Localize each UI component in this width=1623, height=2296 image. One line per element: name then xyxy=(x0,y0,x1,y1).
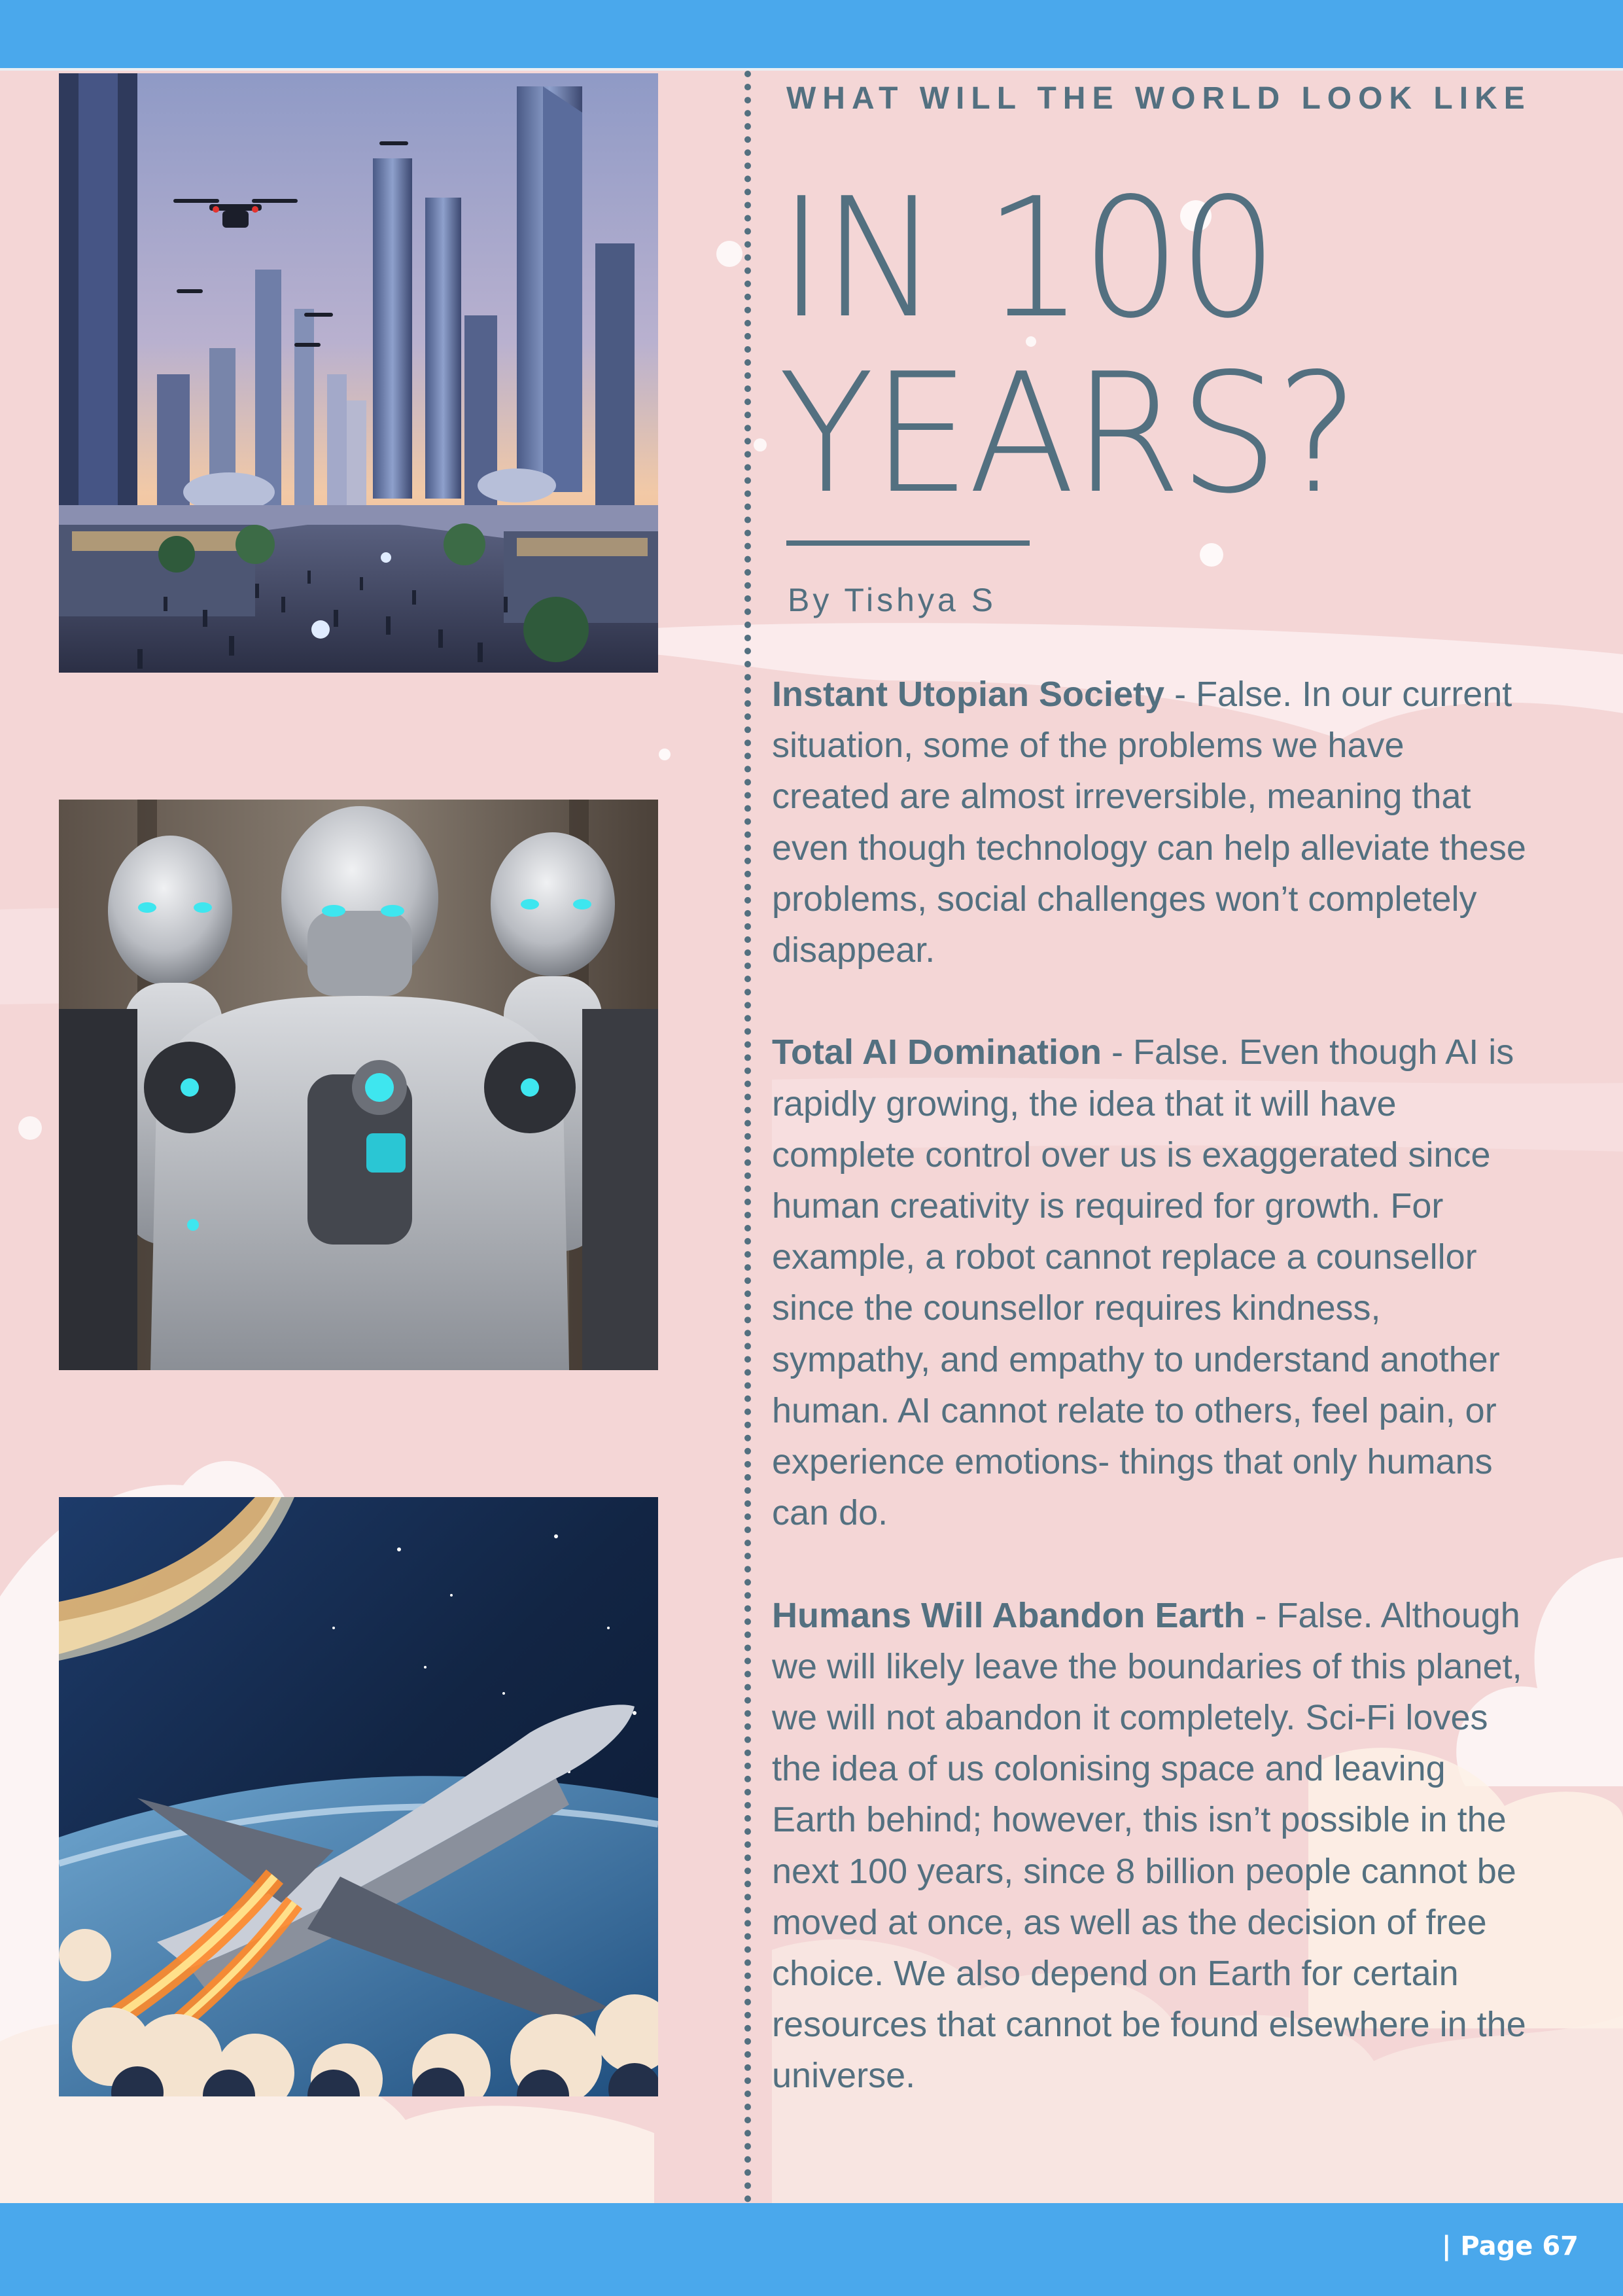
article-section xyxy=(772,669,1531,976)
article-section xyxy=(772,1590,1531,2102)
headline-line-1: IN 100 xyxy=(778,163,1276,355)
city-illustration xyxy=(59,73,658,673)
section-heading: Humans Will Abandon Earth xyxy=(772,1595,1246,1635)
futuristic-city-image xyxy=(59,73,658,673)
article-headline xyxy=(778,163,1563,530)
section-heading: Instant Utopian Society xyxy=(772,675,1165,714)
humanoid-robots-image xyxy=(59,800,658,1370)
headline-underline xyxy=(786,540,1030,546)
article-kicker: WHAT WILL THE WORLD LOOK LIKE xyxy=(786,81,1531,116)
headline-line-2: YEARS? xyxy=(778,338,1357,530)
section-text: - False. Although we will likely leave the boundaries of this planet, we will not abandon it completely. Sci-Fi loves the idea of us colonising space and leaving Earth behind; however, this isn’t possible in the next 100 years, since 8 billion people cannot be moved at once, as well as the decision of free choice. We also depend on Earth for certain resources that cannot be found elsewhere in the universe. xyxy=(772,1595,1526,2096)
dotted-divider xyxy=(744,71,751,2203)
robots-illustration xyxy=(59,800,658,1370)
page-number: | Page 67 xyxy=(1441,2231,1579,2261)
article-section xyxy=(772,1027,1531,1538)
section-text: - False. Even though AI is rapidly growing, the idea that it will have complete control over us is exaggerated since human creativity is required for growth. For example, a robot cannot replace a counsellor since the counsellor requires kindness, sympathy, and empathy to understand another human. AI cannot relate to others, feel pain, or experience emotions- things that only humans can do. xyxy=(772,1033,1514,1533)
top-banner xyxy=(0,0,1623,68)
top-rule xyxy=(0,68,1623,71)
section-text: - False. In our current situation, some of the problems we have created are almost irreversible, meaning that even though technology can help alleviate these problems, social challenges won’t completely disappear. xyxy=(772,675,1526,970)
spaceship-image xyxy=(59,1497,658,2096)
spaceship-illustration xyxy=(59,1497,658,2096)
section-heading: Total AI Domination xyxy=(772,1033,1102,1072)
bottom-banner xyxy=(0,2203,1623,2296)
byline: By Tishya S xyxy=(788,582,996,618)
article-body xyxy=(772,669,1531,2153)
